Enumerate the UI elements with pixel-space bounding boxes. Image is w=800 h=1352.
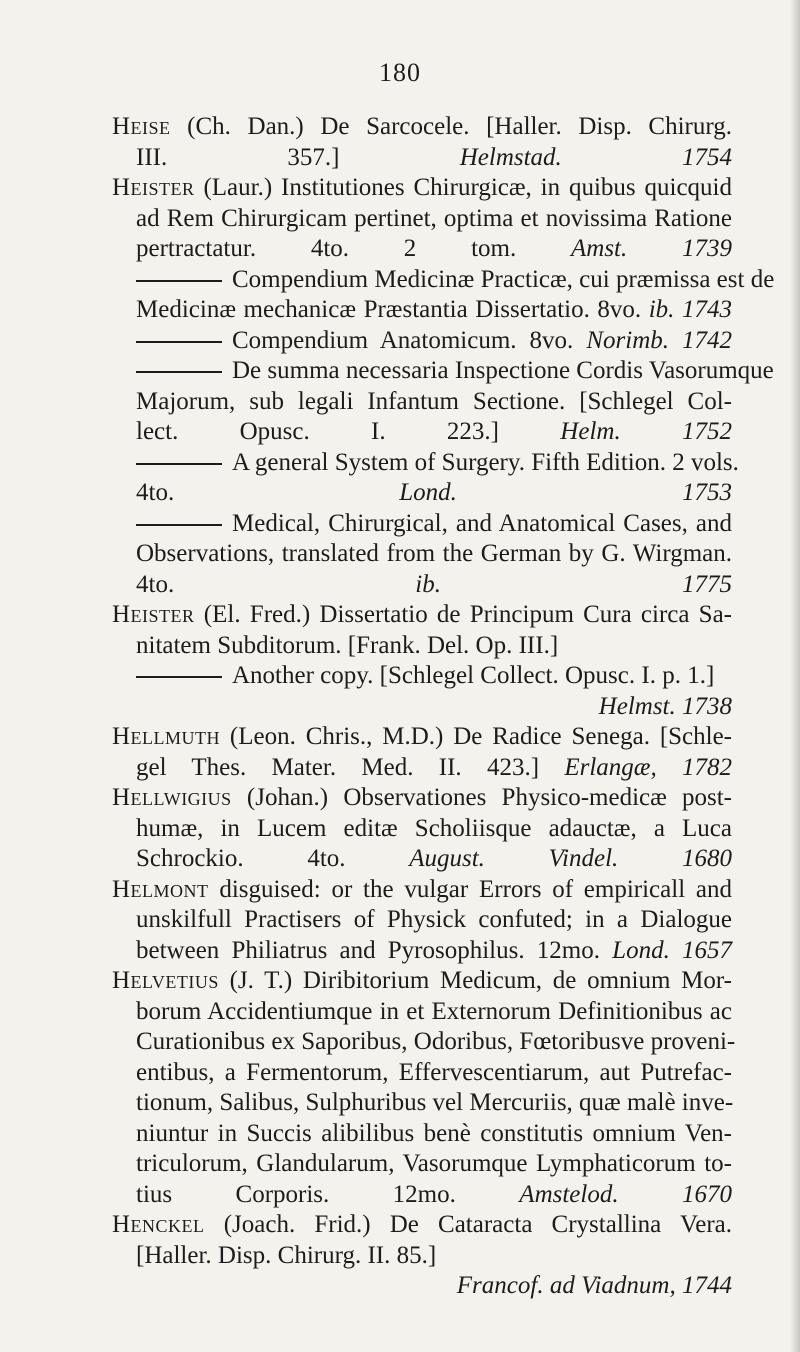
- entry-author: Hellwigius: [112, 784, 232, 811]
- entry-line: [112, 1149, 732, 1180]
- entry-text: entibus, a Fermentorum, Effervescentiarum, aut Putrefac-: [136, 1058, 732, 1086]
- entry-line: [112, 173, 732, 204]
- entry-text: 4to.: [136, 570, 175, 598]
- entry-text: A general System of Surgery. Fifth Edition. 2 vols.: [232, 448, 739, 476]
- entry-imprint: Amst. 1739: [571, 235, 733, 262]
- entry-line: [112, 936, 732, 967]
- entry-text: (Joach. Frid.) De Cataracta Crystallina Vera.: [223, 1211, 733, 1238]
- ditto-dash: [136, 371, 222, 373]
- entry-text: Observations, translated from the German by G. Wirgman.: [136, 540, 732, 567]
- entry-line: [112, 356, 774, 387]
- entry-text: Schrockio. 4to.: [136, 845, 346, 872]
- page-edge-shadow: [790, 0, 800, 1352]
- entry-author: Henckel: [112, 1211, 205, 1238]
- entry-text: unskilfull Practisers of Physick confuted; in a Dialogue: [136, 906, 732, 933]
- entry-text: pertractatur. 4to. 2 tom.: [136, 235, 517, 262]
- entry-text: III. 357.]: [136, 143, 340, 171]
- entry-line: [112, 265, 775, 296]
- bibliography-entry: [112, 509, 732, 601]
- entry-author: Heister: [112, 174, 195, 201]
- entry-line: [112, 997, 732, 1028]
- entry-line: [112, 1119, 732, 1150]
- entry-text: tius Corporis. 12mo.: [136, 1180, 456, 1208]
- entry-line: [112, 387, 732, 418]
- entry-imprint: Erlangæ, 1782: [564, 753, 732, 781]
- entry-text: Another copy. [Schlegel Collect. Opusc. I. p. 1.]: [232, 662, 715, 689]
- entry-line: [112, 1241, 732, 1272]
- entry-line: [112, 753, 732, 784]
- ditto-dash: [136, 463, 222, 465]
- entry-line: [112, 966, 732, 997]
- entry-text: De summa necessaria Inspectione Cordis Vasorumque: [232, 357, 774, 384]
- entry-author: Heister: [112, 601, 195, 628]
- entry-line: [112, 478, 732, 509]
- entry-text: between Philiatrus and Pyrosophilus. 12mo.: [136, 936, 600, 964]
- ditto-dash: [136, 524, 222, 526]
- entry-text: Medical, Chirurgical, and Anatomical Cases, and: [232, 509, 732, 537]
- ditto-dash: [136, 280, 222, 282]
- entry-line: [112, 1027, 736, 1058]
- entry-line: [112, 875, 732, 906]
- entry-line: [112, 326, 732, 357]
- entry-imprint: Lond. 1657: [612, 936, 733, 964]
- entry-text: (Ch. Dan.) De Sarcocele. [Haller. Disp. Chirurg.: [187, 113, 733, 140]
- entry-line: [112, 1058, 732, 1089]
- entry-text: (Johan.) Observationes Physico-medicæ post-: [246, 784, 732, 811]
- entry-line: [112, 844, 732, 875]
- entry-line: [112, 600, 732, 631]
- entry-text: lect. Opusc. I. 223.]: [136, 418, 499, 445]
- bibliography-entry: [112, 112, 732, 173]
- entry-line: [112, 448, 739, 479]
- entry-text: (J. T.) Diribitorium Medicum, de omnium Mor-: [229, 967, 732, 994]
- entry-text: Compendium Medicinæ Practicæ, cui præmissa est de: [232, 265, 775, 293]
- entry-text: ad Rem Chirurgicam pertinet, optima et novissima Ratione: [136, 204, 732, 232]
- entry-line: [112, 570, 732, 601]
- entry-imprint: ib. 1743: [648, 296, 732, 323]
- bibliography-entry: [112, 875, 732, 967]
- entry-text: (Laur.) Institutiones Chirurgicæ, in quibus quicquid: [203, 174, 733, 201]
- bibliography-entry: [112, 356, 774, 448]
- entry-line: [112, 631, 732, 662]
- entry-author: Heise: [112, 113, 171, 140]
- entry-line: [112, 539, 732, 570]
- entry-line: [112, 234, 732, 265]
- bibliography-entry: [112, 661, 732, 722]
- bibliography-entry: [112, 600, 732, 661]
- bibliography-entry: [112, 173, 732, 265]
- entry-line: [112, 814, 732, 845]
- entry-line: [112, 204, 732, 235]
- ditto-dash: [136, 676, 222, 678]
- bibliography-entry: [112, 966, 736, 1210]
- entry-imprint: Helmst. 1738: [598, 692, 732, 720]
- entry-text: humæ, in Lucem editæ Scholiisque adauctæ, a Luca: [136, 814, 732, 842]
- entry-text: niuntur in Succis alibilibus benè constitutis omnium Ven-: [136, 1119, 732, 1147]
- entry-line: [112, 661, 732, 692]
- entry-imprint: ib. 1775: [415, 570, 732, 598]
- entry-author: Helvetius: [112, 967, 219, 994]
- entry-imprint: August. Vindel. 1680: [409, 845, 732, 872]
- entry-imprint: Helm. 1752: [560, 418, 732, 445]
- entry-text: [Haller. Disp. Chirurg. II. 85.]: [136, 1241, 437, 1269]
- entry-line: [112, 783, 732, 814]
- entry-line: [112, 1088, 732, 1119]
- entry-imprint: Francof. ad Viadnum, 1744: [456, 1272, 732, 1299]
- entry-imprint: Norimb. 1742: [586, 326, 733, 354]
- entry-text: Majorum, sub legali Infantum Sectione. [Schlegel Col-: [136, 387, 732, 415]
- entry-line: [112, 722, 732, 753]
- bibliography-entry: [112, 722, 732, 783]
- entry-line: [112, 295, 732, 326]
- entry-text: Curationibus ex Saporibus, Odoribus, Fœtoribusve proveni-: [136, 1028, 736, 1055]
- entry-text: (El. Fred.) Dissertatio de Principum Cura circa Sa-: [203, 601, 733, 628]
- entry-imprint: Helmstad. 1754: [459, 143, 732, 171]
- entry-text: tionum, Salibus, Sulphuribus vel Mercuriis, quæ malè inve-: [136, 1089, 734, 1116]
- entry-text: 4to.: [136, 479, 175, 506]
- entry-text: Compendium Anatomicum. 8vo.: [232, 326, 574, 354]
- entry-imprint: Amstelod. 1670: [519, 1180, 732, 1208]
- bibliography-entry: [112, 1210, 732, 1302]
- entry-line: [112, 509, 732, 540]
- entry-text: gel Thes. Mater. Med. II. 423.]: [136, 753, 540, 781]
- bibliography-entry: [112, 448, 739, 509]
- bibliography-entry: [112, 326, 732, 357]
- entry-text: disguised: or the vulgar Errors of empiricall and: [219, 875, 732, 903]
- entry-author: Helmont: [112, 875, 209, 903]
- entry-line: [112, 1210, 732, 1241]
- entry-text: (Leon. Chris., M.D.) De Radice Senega. [Schle-: [229, 723, 733, 750]
- bibliography-entry: [112, 783, 732, 875]
- entry-line: [112, 112, 732, 143]
- page-number: 180: [379, 58, 421, 87]
- entry-imprint: Lond. 1753: [399, 479, 733, 506]
- entry-text: nitatem Subditorum. [Frank. Del. Op. III.]: [136, 631, 559, 659]
- entry-text: triculorum, Glandularum, Vasorumque Lymphaticorum to-: [136, 1150, 732, 1177]
- ditto-dash: [136, 341, 222, 343]
- bibliography-list: [112, 112, 775, 1302]
- entry-text: Medicinæ mechanicæ Præstantia Dissertatio. 8vo.: [136, 296, 642, 323]
- entry-line: [112, 417, 732, 448]
- bibliography-entry: [112, 265, 775, 326]
- entry-line: [112, 905, 732, 936]
- entry-line: [112, 143, 732, 174]
- entry-text: borum Accidentiumque in et Externorum Definitionibus ac: [136, 997, 732, 1025]
- entry-author: Hellmuth: [112, 723, 221, 750]
- entry-line: [112, 1180, 732, 1211]
